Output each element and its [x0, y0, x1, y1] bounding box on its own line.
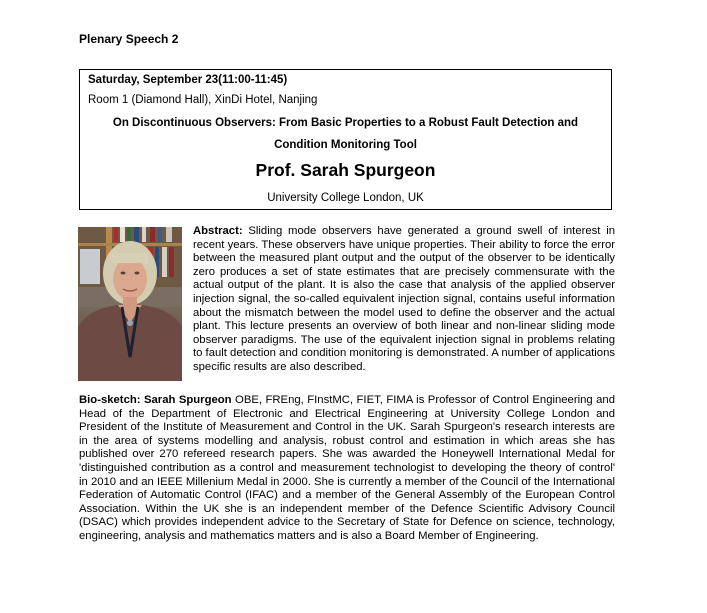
abstract-text: Sliding mode observers have generated a ground swell of interest in recent years. These observers have unique properties. Their ability to force the error between the measured plant output and the output of the observer to be identically zero produces a set of state estimates that are precisely commensurate with the actual output of the plant. It is also the case that analysis of the applied observer injection signal, the so-called equivalent injection signal, contains useful information about the mismatch between the model used to define the observer and the actual plant. This lecture presents an overview of both linear and non-linear sliding mode observer paradigms. The use of the equivalent injection signal in problems relating to fault detection and condition monitoring is demonstrated. A number of applications specific results are also described.	[193, 225, 616, 373]
speaker-name: Prof. Sarah Spurgeon	[255, 160, 436, 180]
bio-sketch-label: Bio-sketch: Sarah Spurgeon	[79, 394, 232, 406]
session-info-box	[79, 69, 612, 210]
bio-sketch-text: OBE, FREng, FInstMC, FIET, FIMA is Professor of Control Engineering and Head of the Department of Electronic and Electrical Engineering at University College London and President of the Institute of Measurement and Control in the UK. Sarah Spurgeon's research interests are in the area of systems modelling and analysis, robust control and estimation in which areas she has published over 270 refereed research papers. She was awarded the Honeywell International Medal for 'distinguished contribution as a control and measurement technologist to developing the theory of control' in 2010 and an IEEE Millenium Medal in 2000. She is currently a member of the Council of the International Federation of Automatic Control (IFAC) and a member of the General Assembly of the European Control Association. Within the UK she is an independent member of the Defence Scientific Advisory Council (DSAC) which provides independent advice to the Secretary of State for Defence on science, technology, engineering, analysis and mathematics matters and is also a Board Member of Engineering.	[79, 394, 615, 542]
abstract-paragraph	[193, 225, 615, 375]
session-date-time: Saturday, September 23(11:00-11:45)	[88, 74, 288, 86]
talk-title-line-2: Condition Monitoring Tool	[274, 139, 417, 151]
talk-title-line-1: On Discontinuous Observers: From Basic Properties to a Robust Fault Detection and	[112, 117, 579, 129]
bio-sketch-paragraph	[79, 394, 615, 544]
abstract-label: Abstract:	[193, 225, 243, 237]
portrait-photo-icon	[78, 227, 182, 381]
speaker-affiliation: University College London, UK	[267, 192, 424, 204]
speaker-photo	[78, 227, 182, 381]
talk-title	[80, 112, 611, 156]
section-heading: Plenary Speech 2	[79, 32, 179, 46]
session-venue: Room 1 (Diamond Hall), XinDi Hotel, Nanjing	[88, 94, 318, 106]
